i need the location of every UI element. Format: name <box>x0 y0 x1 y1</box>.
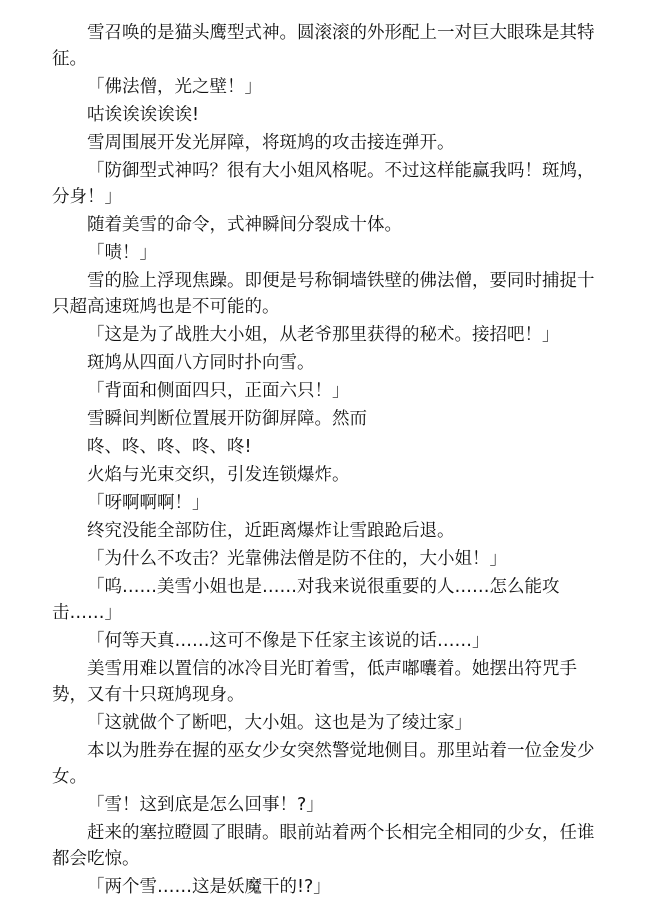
paragraph: 「呀啊啊啊！」 <box>87 493 210 513</box>
paragraph: 雪的脸上浮现焦躁。即便是号称铜墙铁壁的佛法僧，要同时捕捉十只超高速斑鸠也是不可能的。 <box>52 271 595 317</box>
paragraph: 终究没能全部防住，近距离爆炸让雪踉跄后退。 <box>87 521 455 541</box>
paragraph: 「这是为了战胜大小姐，从老爷那里获得的秘术。接招吧！」 <box>87 325 560 345</box>
paragraph: 「何等天真……这可不像是下任家主该说的话……」 <box>87 631 490 651</box>
paragraph: 雪召唤的是猫头鹰型式神。圆滚滚的外形配上一对巨大眼珠是其特征。 <box>52 23 595 69</box>
paragraph: 火焰与光束交织，引发连锁爆炸。 <box>87 465 350 485</box>
paragraph: 咕诶诶诶诶诶! <box>87 105 200 125</box>
paragraph: 赶来的塞拉瞪圆了眼睛。眼前站着两个长相完全相同的少女，任谁都会吃惊。 <box>52 823 595 869</box>
paragraph: 雪瞬间判断位置展开防御屏障。然而 <box>87 409 367 429</box>
paragraph: 本以为胜券在握的巫女少女突然警觉地侧目。那里站着一位金发少女。 <box>52 741 595 787</box>
paragraph: 随着美雪的命令，式神瞬间分裂成十体。 <box>87 215 402 235</box>
paragraph: 「防御型式神吗？很有大小姐风格呢。不过这样能赢我吗！斑鸠，分身！」 <box>52 161 595 207</box>
paragraph: 「这就做个了断吧，大小姐。这也是为了绫辻家」 <box>87 713 472 733</box>
paragraph: 斑鸠从四面八方同时扑向雪。 <box>87 353 315 373</box>
paragraph: 「为什么不攻击？光靠佛法僧是防不住的，大小姐！」 <box>87 549 507 569</box>
paragraph: 美雪用难以置信的冰冷目光盯着雪，低声嘟囔着。她摆出符咒手势，又有十只斑鸠现身。 <box>52 659 577 705</box>
paragraph: 「呜……美雪小姐也是……对我来说很重要的人……怎么能攻击……」 <box>52 577 560 623</box>
paragraph: 「啧！」 <box>87 243 157 263</box>
paragraph: 雪周围展开发光屏障，将斑鸠的攻击接连弹开。 <box>87 133 455 153</box>
paragraph: 「佛法僧，光之壁！」 <box>87 77 262 97</box>
paragraph: 「两个雪……这是妖魔干的!?」 <box>87 877 331 897</box>
paragraph: 咚、咚、咚、咚、咚! <box>87 437 252 457</box>
paragraph: 「雪！这到底是怎么回事！?」 <box>87 795 324 815</box>
paragraph: 「背面和侧面四只，正面六只！」 <box>87 381 350 401</box>
